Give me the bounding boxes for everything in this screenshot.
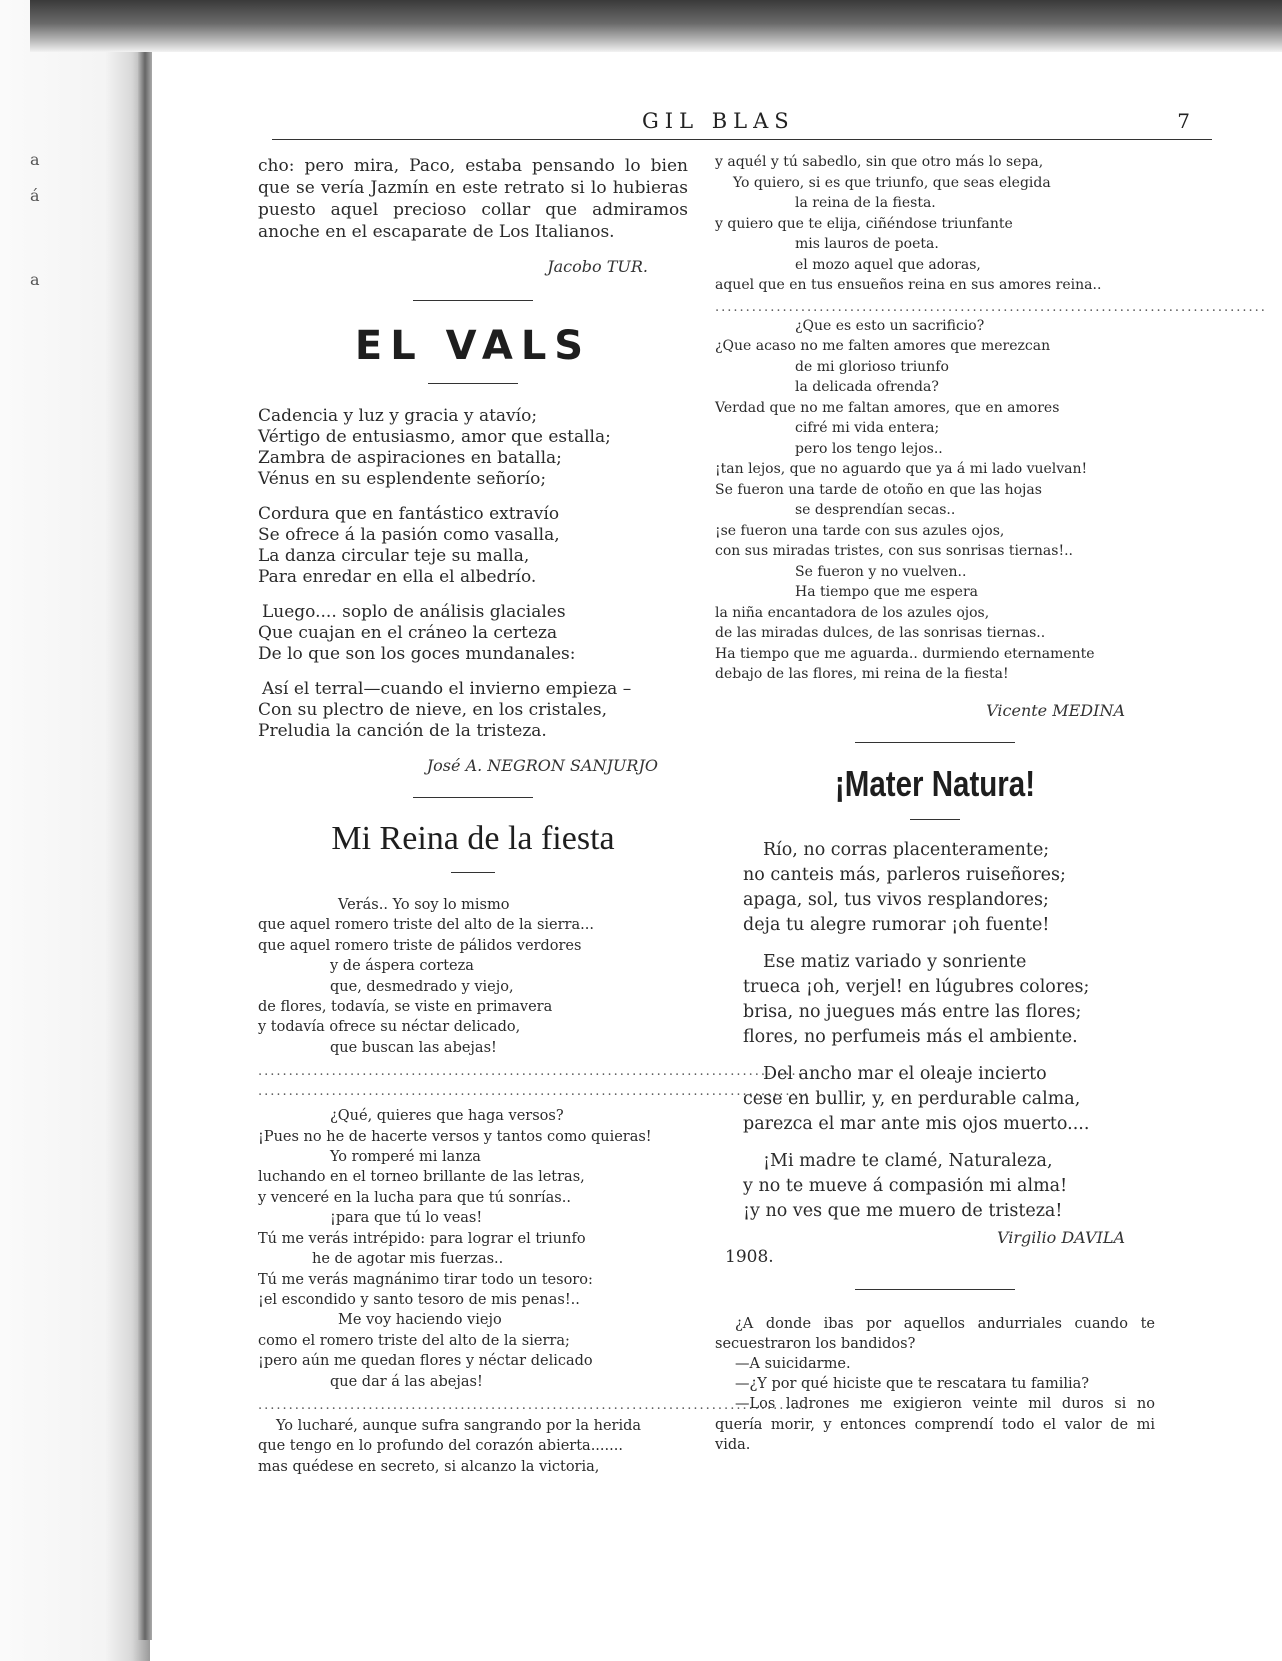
dialog-line: —A suicidarme. <box>735 1355 851 1372</box>
stanza <box>743 838 1155 938</box>
poem-line: luchando en el torneo brillante de las letras, <box>258 1169 585 1186</box>
poem-line: flores, no perfumeis más el ambiente. <box>743 1026 1078 1047</box>
signature-jacobo-tur: Jacobo TUR. <box>547 257 648 276</box>
poem-mi-reina-continuation2 <box>715 316 1155 685</box>
dotted-separator: .......................................................................................... <box>715 299 1267 315</box>
poem-line: Que cuajan en el cráneo la certeza <box>258 623 558 643</box>
humor-dialog <box>715 1314 1155 1455</box>
dotted-separator: .......................................................................................... <box>258 1064 810 1080</box>
poem-line: y no te mueve á compasión mi alma! <box>743 1175 1068 1196</box>
poem-line: trueca ¡oh, verjel! en lúgubres colores; <box>743 976 1090 997</box>
poem-line: ¡Mi madre te clamé, Naturaleza, <box>763 1150 1053 1171</box>
poem-line: ¡para que tú lo veas! <box>330 1210 483 1227</box>
dotted-separator: .......................................................................................... <box>258 1397 810 1413</box>
poem-line: y aquél y tú sabedlo, sin que otro más lo sepa, <box>715 154 1044 170</box>
poem-el-vals <box>258 406 688 742</box>
poem-line: de mi glorioso triunfo <box>795 358 949 375</box>
poem-title-mi-reina: Mi Reina de la fiesta <box>331 820 615 857</box>
poem-line: y venceré en la lucha para que tú sonrías.. <box>258 1189 571 1206</box>
poem-line: Tú me verás intrépido: para lograr el triunfo <box>258 1230 586 1247</box>
title-underline <box>451 872 495 873</box>
scan-left-margin <box>0 0 150 1661</box>
poem-line: Vértigo de entusiasmo, amor que estalla; <box>258 427 611 447</box>
stanza <box>258 406 688 490</box>
poem-line: Con su plectro de nieve, en los cristales, <box>258 700 608 720</box>
poem-line: ¿Qué, quieres que haga versos? <box>330 1108 564 1125</box>
poem-mi-reina-continuation <box>715 152 1155 296</box>
poem-line: de flores, todavía, se viste en primavera <box>258 999 553 1016</box>
page-number: 7 <box>1177 109 1190 133</box>
margin-fragment: a <box>30 150 40 169</box>
poem-mi-reina-part2 <box>258 1106 688 1392</box>
dialog-line: ¿A donde ibas por aquellos andurriales cuando te secuestraron los bandidos? <box>715 1315 1155 1352</box>
poem-line: que aquel romero triste de pálidos verdores <box>258 937 582 954</box>
poem-line: aquel que en tus ensueños reina en sus amores reina.. <box>715 277 1102 293</box>
section-divider <box>413 797 533 798</box>
poem-line: Verás.. Yo soy lo mismo <box>338 897 510 913</box>
poem-line: he de agotar mis fuerzas.. <box>312 1251 504 1268</box>
poem-line: Yo romperé mi lanza <box>330 1149 481 1166</box>
poem-line: apaga, sol, tus vivos resplandores; <box>743 889 1049 910</box>
poem-line: ¡se fueron una tarde con sus azules ojos, <box>715 522 1005 539</box>
poem-line: Se fueron y no vuelven.. <box>795 563 967 580</box>
poem-line: Preludia la canción de la tristeza. <box>258 721 547 741</box>
poem-line: ¿Que acaso no me falten amores que merezcan <box>715 338 1051 354</box>
poem-line: Del ancho mar el oleaje incierto <box>763 1063 1047 1084</box>
poem-line: que tengo en lo profundo del corazón abierta....... <box>258 1438 623 1455</box>
book-spine-shadow <box>138 40 152 1640</box>
poem-line: Yo quiero, si es que triunfo, que seas elegida <box>733 174 1051 191</box>
poem-line: Zambra de aspiraciones en batalla; <box>258 448 562 468</box>
title-underline <box>428 383 518 384</box>
stanza <box>743 950 1155 1050</box>
poem-line: y de áspera corteza <box>330 958 474 975</box>
poem-title-el-vals: EL VALS <box>354 323 592 369</box>
poem-line: Cordura que en fantástico extravío <box>258 504 560 524</box>
margin-fragment: á <box>30 186 40 205</box>
section-divider <box>413 300 533 301</box>
intro-paragraph: cho: pero mira, Paco, estaba pensando lo bien que se vería Jazmín en este retrato si lo hubieras puesto aquel precioso collar que admiramos anoche en el escaparate de Los Italianos. <box>258 156 688 242</box>
scan-top-shadow <box>30 0 1282 52</box>
section-divider <box>855 742 1015 743</box>
poem-line: con sus miradas tristes, con sus sonrisas tiernas!.. <box>715 543 1073 559</box>
poem-mi-reina-part3 <box>258 1416 688 1477</box>
poem-line: se desprendían secas.. <box>795 502 956 518</box>
poem-line: pero los tengo lejos.. <box>795 440 943 457</box>
poem-line: ¡pero aún me quedan flores y néctar delicado <box>258 1353 593 1370</box>
poem-line: mis lauros de poeta. <box>795 236 939 252</box>
poem-line: ¡y no ves que me muero de tristeza! <box>743 1200 1063 1221</box>
poem-line: De lo que son los goces mundanales: <box>258 644 576 664</box>
poem-line: que, desmedrado y viejo, <box>330 978 514 995</box>
poem-line: de las miradas dulces, de las sonrisas tiernas.. <box>715 625 1046 641</box>
poem-line: brisa, no juegues más entre las flores; <box>743 1001 1082 1022</box>
poem-line: ¡Pues no he de hacerte versos y tantos como quieras! <box>258 1128 652 1145</box>
poem-mi-reina-part1 <box>258 895 688 1058</box>
stanza <box>743 1149 1155 1224</box>
publication-title: GIL BLAS <box>642 109 795 133</box>
poem-line: Así el terral—cuando el invierno empieza – <box>262 679 632 699</box>
poem-line: y quiero que te elija, ciñéndose triunfante <box>715 215 1013 232</box>
dotted-separator: .......................................................................................... <box>258 1084 810 1100</box>
poem-line: Cadencia y luz y gracia y atavío; <box>258 406 538 426</box>
poem-line: Ese matiz variado y sonriente <box>763 951 1027 972</box>
poem-line: ¿Que es esto un sacrificio? <box>795 317 985 334</box>
poem-line: Vénus en su esplendente señorío; <box>258 469 547 489</box>
poem-title-mater-natura: ¡Mater Natura! <box>834 762 1036 804</box>
poem-line: deja tu alegre rumorar ¡oh fuente! <box>743 914 1050 935</box>
poem-line: Ha tiempo que me espera <box>795 584 978 600</box>
poem-line: cifré mi vida entera; <box>795 420 940 436</box>
poem-line: Me voy haciendo viejo <box>338 1312 502 1329</box>
stanza <box>258 504 688 588</box>
poem-line: Para enredar en ella el albedrío. <box>258 567 537 587</box>
poem-line: que dar á las abejas! <box>330 1373 483 1390</box>
poem-line: debajo de las flores, mi reina de la fiesta! <box>715 666 1009 682</box>
section-divider <box>855 1289 1015 1290</box>
poem-line: mas quédese en secreto, si alcanzo la victoria, <box>258 1458 600 1475</box>
poem-line: La danza circular teje su malla, <box>258 546 530 566</box>
poem-line: parezca el mar ante mis ojos muerto.... <box>743 1113 1090 1134</box>
poem-line: la reina de la fiesta. <box>795 195 936 211</box>
stanza <box>743 1062 1155 1137</box>
stanza <box>258 679 688 742</box>
poem-line: como el romero triste del alto de la sierra; <box>258 1332 570 1349</box>
poem-line: ¡tan lejos, que no aguardo que ya á mi lado vuelvan! <box>715 461 1088 477</box>
stanza <box>258 602 688 665</box>
page-header <box>272 103 1212 140</box>
poem-line: Verdad que no me faltan amores, que en amores <box>715 399 1060 416</box>
poem-line: la niña encantadora de los azules ojos, <box>715 604 990 621</box>
signature-negron-sanjurjo: José A. NEGRON SANJURJO <box>426 756 658 775</box>
poem-line: Se ofrece á la pasión como vasalla, <box>258 525 560 545</box>
poem-line: Tú me verás magnánimo tirar todo un tesoro: <box>258 1271 593 1288</box>
poem-line: cese en bullir, y, en perdurable calma, <box>743 1088 1081 1109</box>
poem-line: ¡el escondido y santo tesoro de mis penas!.. <box>258 1291 580 1308</box>
poem-mater-natura <box>715 838 1155 1224</box>
poem-line: y todavía ofrece su néctar delicado, <box>258 1019 521 1036</box>
poem-line: no canteis más, parleros ruiseñores; <box>743 864 1066 885</box>
poem-line: Ha tiempo que me aguarda.. durmiendo eternamente <box>715 645 1095 662</box>
dialog-line: —Los ladrones me exigieron veinte mil duros si no quería morir, y entonces comprendí todo el valor de mi vida. <box>715 1396 1155 1453</box>
signature-virgilio-davila: Virgilio DAVILA <box>997 1227 1125 1247</box>
title-underline <box>910 819 960 820</box>
dialog-line: —¿Y por qué hiciste que te rescatara tu familia? <box>735 1376 1090 1393</box>
poem-line: que aquel romero triste del alto de la sierra... <box>258 917 594 934</box>
poem-line: Río, no corras placenteramente; <box>763 839 1050 860</box>
poem-line: la delicada ofrenda? <box>795 379 939 395</box>
right-column <box>715 152 1267 1455</box>
poem-line: que buscan las abejas! <box>330 1039 497 1056</box>
poem-year: 1908. <box>725 1246 774 1267</box>
signature-vicente-medina: Vicente MEDINA <box>986 700 1125 720</box>
poem-line: Se fueron una tarde de otoño en que las hojas <box>715 481 1042 498</box>
poem-line: Luego.... soplo de análisis glaciales <box>262 602 566 622</box>
poem-line: el mozo aquel que adoras, <box>795 256 981 273</box>
poem-line: Yo lucharé, aunque sufra sangrando por la herida <box>276 1417 642 1434</box>
intro-prose <box>258 155 688 243</box>
margin-fragment: a <box>30 270 40 289</box>
